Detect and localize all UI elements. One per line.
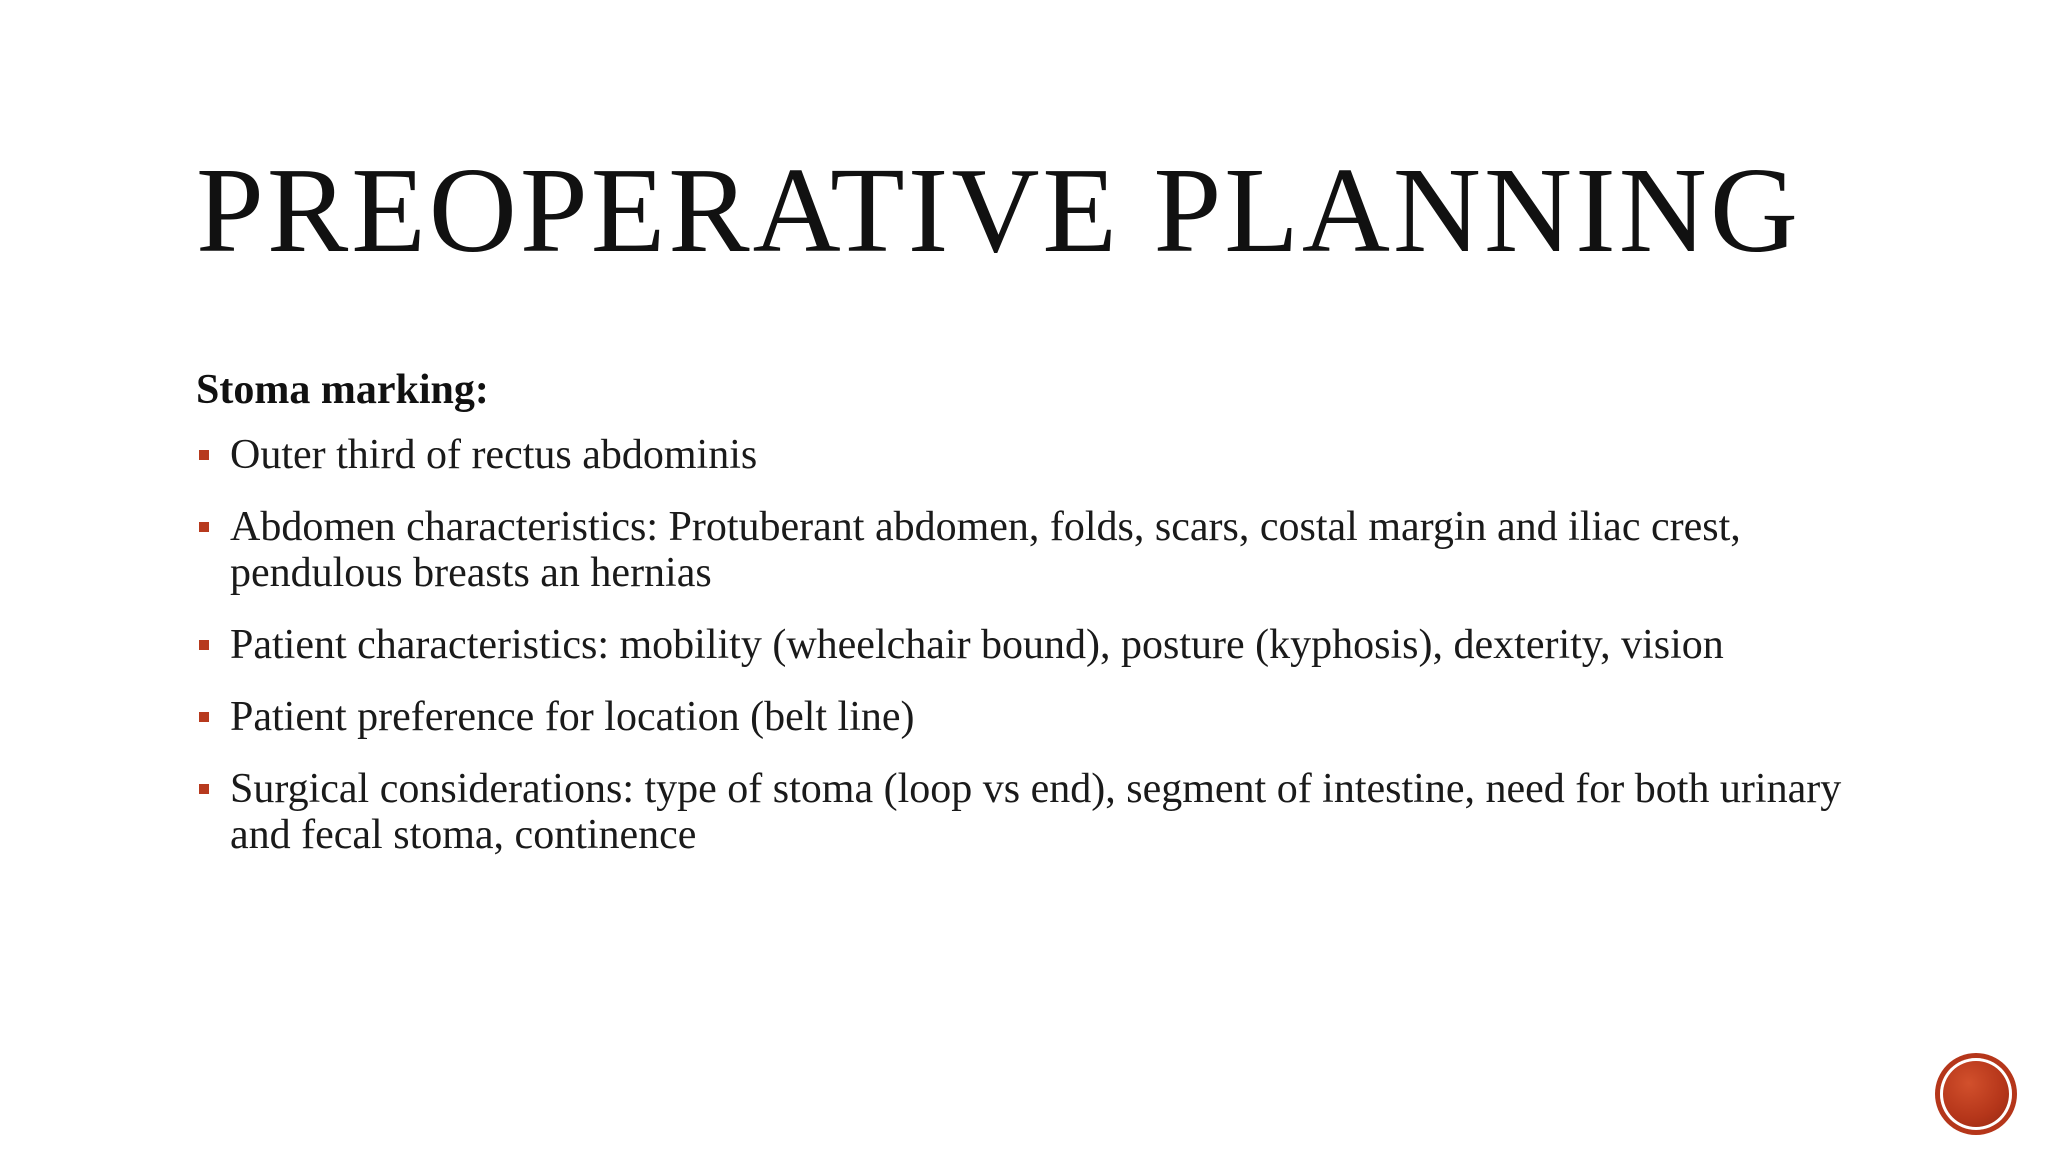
slide-title: PREOPERATIVE PLANNING bbox=[196, 143, 1801, 278]
square-bullet-icon bbox=[199, 712, 209, 722]
bullet-item bbox=[196, 432, 1886, 478]
square-bullet-icon bbox=[199, 450, 209, 460]
bullet-text: Patient preference for location (belt line) bbox=[230, 694, 915, 740]
square-bullet-icon bbox=[199, 784, 209, 794]
bullet-item bbox=[196, 766, 1886, 858]
bullet-item bbox=[196, 694, 1886, 740]
square-bullet-icon bbox=[199, 522, 209, 532]
bullet-text: Patient characteristics: mobility (wheelchair bound), posture (kyphosis), dexterity, vision bbox=[230, 622, 1724, 668]
slide-content bbox=[196, 362, 1886, 884]
bullet-text: Abdomen characteristics: Protuberant abdomen, folds, scars, costal margin and iliac crest, pendulous breasts an hernias bbox=[230, 504, 1741, 596]
bullet-text: Surgical considerations: type of stoma (loop vs end), segment of intestine, need for both urinary and fecal stoma, continence bbox=[230, 766, 1842, 858]
bullet-list bbox=[196, 432, 1886, 858]
square-bullet-icon bbox=[199, 640, 209, 650]
section-heading: Stoma marking: bbox=[196, 367, 489, 413]
bullet-item bbox=[196, 504, 1886, 596]
slide-nav-button[interactable] bbox=[1940, 1058, 2012, 1130]
bullet-item bbox=[196, 622, 1886, 668]
bullet-text: Outer third of rectus abdominis bbox=[230, 432, 758, 478]
